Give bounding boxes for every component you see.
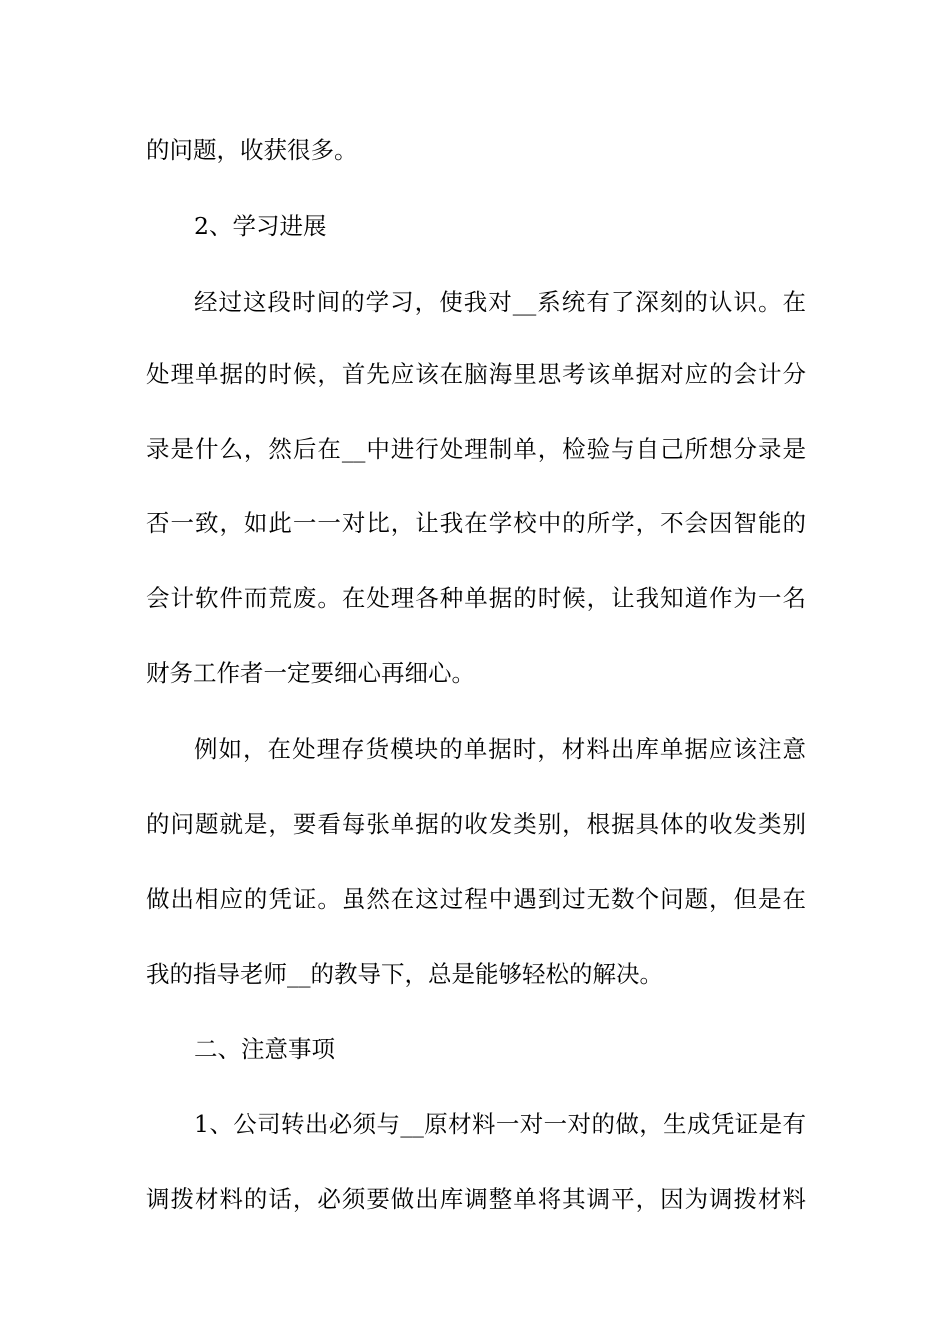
paragraph-line: 例如，在处理存货模块的单据时，材料出库单据应该注意 [194,735,806,763]
paragraph-line: 做出相应的凭证。虽然在这过程中遇到过无数个问题，但是在 [146,885,806,913]
paragraph-line: 调拨材料的话，必须要做出库调整单将其调平，因为调拨材料 [146,1185,806,1213]
paragraph-line: 处理单据的时候，首先应该在脑海里思考该单据对应的会计分 [146,360,806,388]
paragraph-line: 经过这段时间的学习，使我对__系统有了深刻的认识。在 [194,288,806,316]
paragraph-line: 否一致，如此一一对比，让我在学校中的所学，不会因智能的 [146,509,806,537]
paragraph-line: 会计软件而荒废。在处理各种单据的时候，让我知道作为一名 [146,584,806,612]
section-heading: 2、学习进展 [194,212,327,240]
paragraph-line: 1、公司转出必须与__原材料一对一对的做，生成凭证是有 [194,1110,806,1138]
paragraph-line: 录是什么，然后在__中进行处理制单，检验与自己所想分录是 [146,435,806,463]
section-heading: 二、注意事项 [194,1035,335,1063]
paragraph-line: 我的指导老师__的教导下，总是能够轻松的解决。 [146,960,663,988]
paragraph-line: 的问题，收获很多。 [146,136,358,164]
paragraph-line: 财务工作者一定要细心再细心。 [146,659,475,687]
paragraph-line: 的问题就是，要看每张单据的收发类别，根据具体的收发类别 [146,810,806,838]
